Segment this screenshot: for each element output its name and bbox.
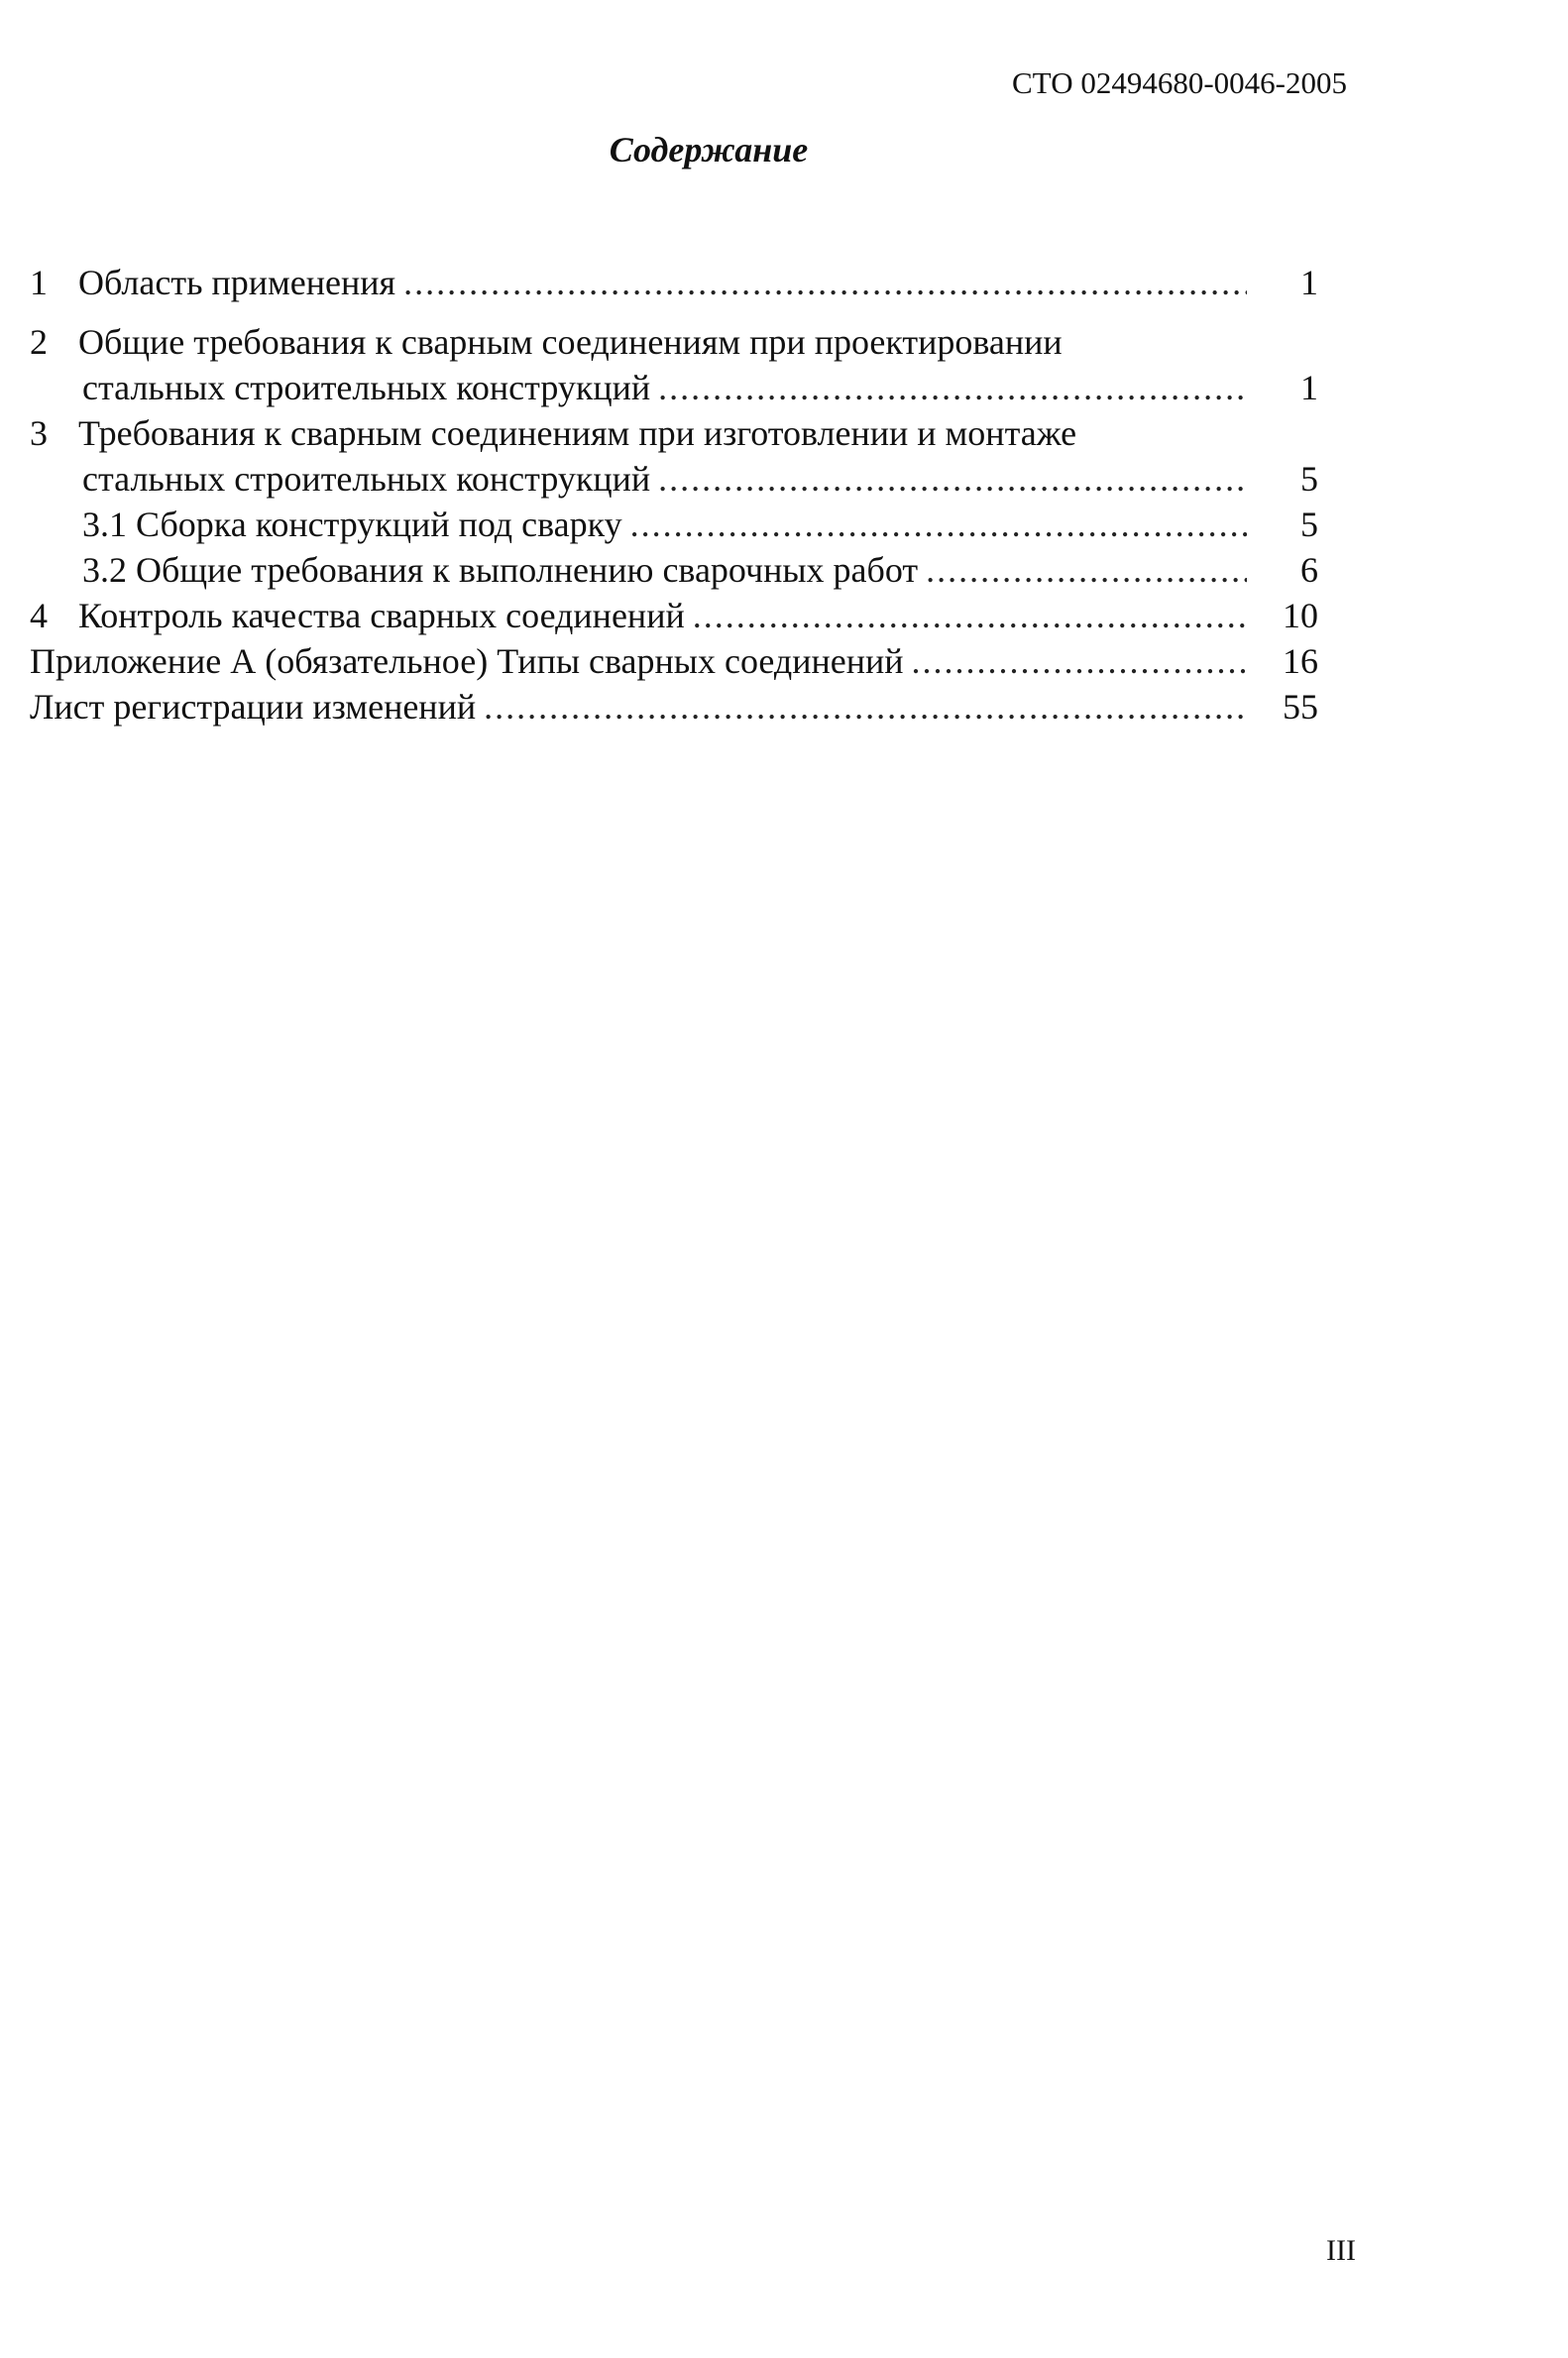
toc-entry-page: 6	[1300, 550, 1318, 590]
toc-entry-page: 10	[1283, 596, 1318, 635]
toc-entry-1[interactable]	[30, 260, 1318, 305]
dot-leader	[926, 547, 1247, 593]
toc-entry-page: 16	[1283, 641, 1318, 681]
toc-entry-page: 5	[1300, 505, 1318, 544]
toc-entry-2[interactable]	[30, 319, 1318, 410]
toc-entry-page: 1	[1300, 368, 1318, 407]
toc-entry-number: 4	[30, 596, 48, 635]
toc-title: Содержание	[609, 130, 809, 169]
dot-leader	[658, 365, 1247, 410]
dot-leader	[484, 684, 1247, 730]
dot-leader	[630, 502, 1247, 547]
toc-entry-title: Приложение А (обязательное) Типы сварных соединений	[30, 641, 904, 681]
toc-entry-title-continued: стальных строительных конструкций	[82, 368, 651, 407]
toc-entry-title: Лист регистрации изменений	[30, 687, 477, 727]
toc-entry-title: Требования к сварным соединениям при изготовлении и монтаже	[78, 413, 1077, 453]
toc-entry-page: 1	[1300, 263, 1318, 302]
dot-leader	[403, 260, 1247, 305]
dot-leader	[658, 456, 1247, 502]
toc-entry-appendix-a[interactable]	[30, 638, 1318, 684]
toc-entry-title: 3.2 Общие требования к выполнению сварочных работ	[82, 550, 919, 590]
toc-entry-3-1[interactable]	[30, 502, 1318, 547]
toc-entry-4[interactable]	[30, 593, 1318, 638]
toc-entry-change-log[interactable]	[30, 684, 1318, 730]
document-code: СТО 02494680-0046-2005	[1012, 65, 1347, 100]
toc-entry-number: 2	[30, 322, 48, 362]
toc-entry-title: 3.1 Сборка конструкций под сварку	[82, 505, 622, 544]
dot-leader	[912, 638, 1247, 684]
toc-entry-3[interactable]	[30, 410, 1318, 502]
toc-entry-title-continued: стальных строительных конструкций	[82, 459, 651, 499]
page-number: III	[1326, 2234, 1356, 2267]
toc-entry-page: 5	[1300, 459, 1318, 499]
toc-entry-number: 1	[30, 263, 48, 302]
toc-entry-number: 3	[30, 413, 48, 453]
toc-entry-page: 55	[1283, 687, 1318, 727]
table-of-contents	[30, 260, 1318, 730]
toc-entry-3-2[interactable]	[30, 547, 1318, 593]
toc-entry-title: Область применения	[78, 263, 396, 302]
toc-entry-title: Общие требования к сварным соединениям при проектировании	[78, 322, 1063, 362]
dot-leader	[693, 593, 1247, 638]
toc-entry-title: Контроль качества сварных соединений	[78, 596, 685, 635]
